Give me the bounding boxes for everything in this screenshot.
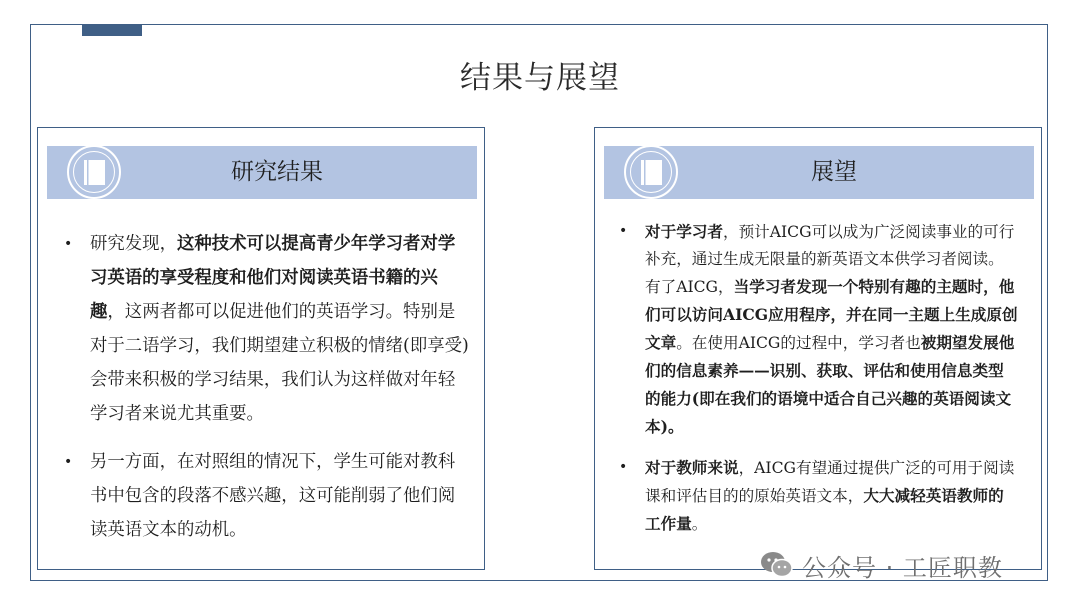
text-run: ，预计AICG可以成为广泛阅读事业的可行补充，通过生成无限量的新英语文本供学习者阅读。有了AICG， bbox=[645, 223, 1015, 296]
results-panel bbox=[37, 127, 485, 570]
outlook-bullet-list bbox=[617, 218, 1019, 551]
text-run: ，AICG有望通过提供广泛的可用于阅读课和评估目的的原始英语文本， bbox=[645, 459, 1015, 505]
bold-text-run: 大大减轻英语教师的工作量 bbox=[645, 486, 1004, 533]
results-header-label: 研究结果 bbox=[231, 159, 323, 185]
bold-text-run: 当学习者发现一个特别有趣的主题时，他们可以访问AICG应用程序，并在同一主题上生成原创文章 bbox=[645, 277, 1018, 352]
bullet-item bbox=[62, 445, 470, 547]
bullet-item bbox=[617, 454, 1019, 538]
text-run: 。 bbox=[691, 515, 708, 533]
results-header-bar bbox=[47, 146, 477, 199]
bullet-item bbox=[617, 218, 1019, 441]
accent-tab bbox=[82, 24, 142, 36]
outlook-header-label: 展望 bbox=[811, 159, 857, 185]
outlook-header-bar bbox=[604, 146, 1034, 199]
watermark-text: 公众号 · 工匠职教 bbox=[802, 553, 1003, 582]
wechat-icon bbox=[760, 550, 794, 580]
text-run: 研究发现， bbox=[90, 234, 177, 254]
text-run: 另一方面，在对照组的情况下，学生可能对教科书中包含的段落不感兴趣，这可能削弱了他们阅读英语文本的动机。 bbox=[90, 452, 456, 540]
bold-text-run: 这种技术可以提高青少年学习者对学习英语的享受程度和他们对阅读英语书籍的兴趣 bbox=[90, 234, 456, 322]
bold-text-run: 对于学习者 bbox=[645, 222, 723, 241]
outlook-panel bbox=[594, 127, 1042, 570]
results-bullet-list bbox=[62, 227, 470, 561]
text-run: 。在使用AICG的过程中，学习者也 bbox=[676, 334, 921, 352]
text-run: ，这两者都可以促进他们的英语学习。特别是对于二语学习，我们期望建立积极的情绪(即享受)会带来积极的学习结果，我们认为这样做对年轻学习者来说尤其重要。 bbox=[90, 302, 469, 424]
bold-text-run: 对于教师来说 bbox=[645, 458, 739, 477]
slide-title: 结果与展望 bbox=[460, 60, 620, 96]
bold-text-run: 被期望发展他们的信息素养——识别、获取、评估和使用信息类型的能力(即在我们的语境中适合自己兴趣的英语阅读文本)。 bbox=[645, 333, 1015, 436]
watermark bbox=[760, 545, 1003, 585]
bullet-item bbox=[62, 227, 470, 431]
